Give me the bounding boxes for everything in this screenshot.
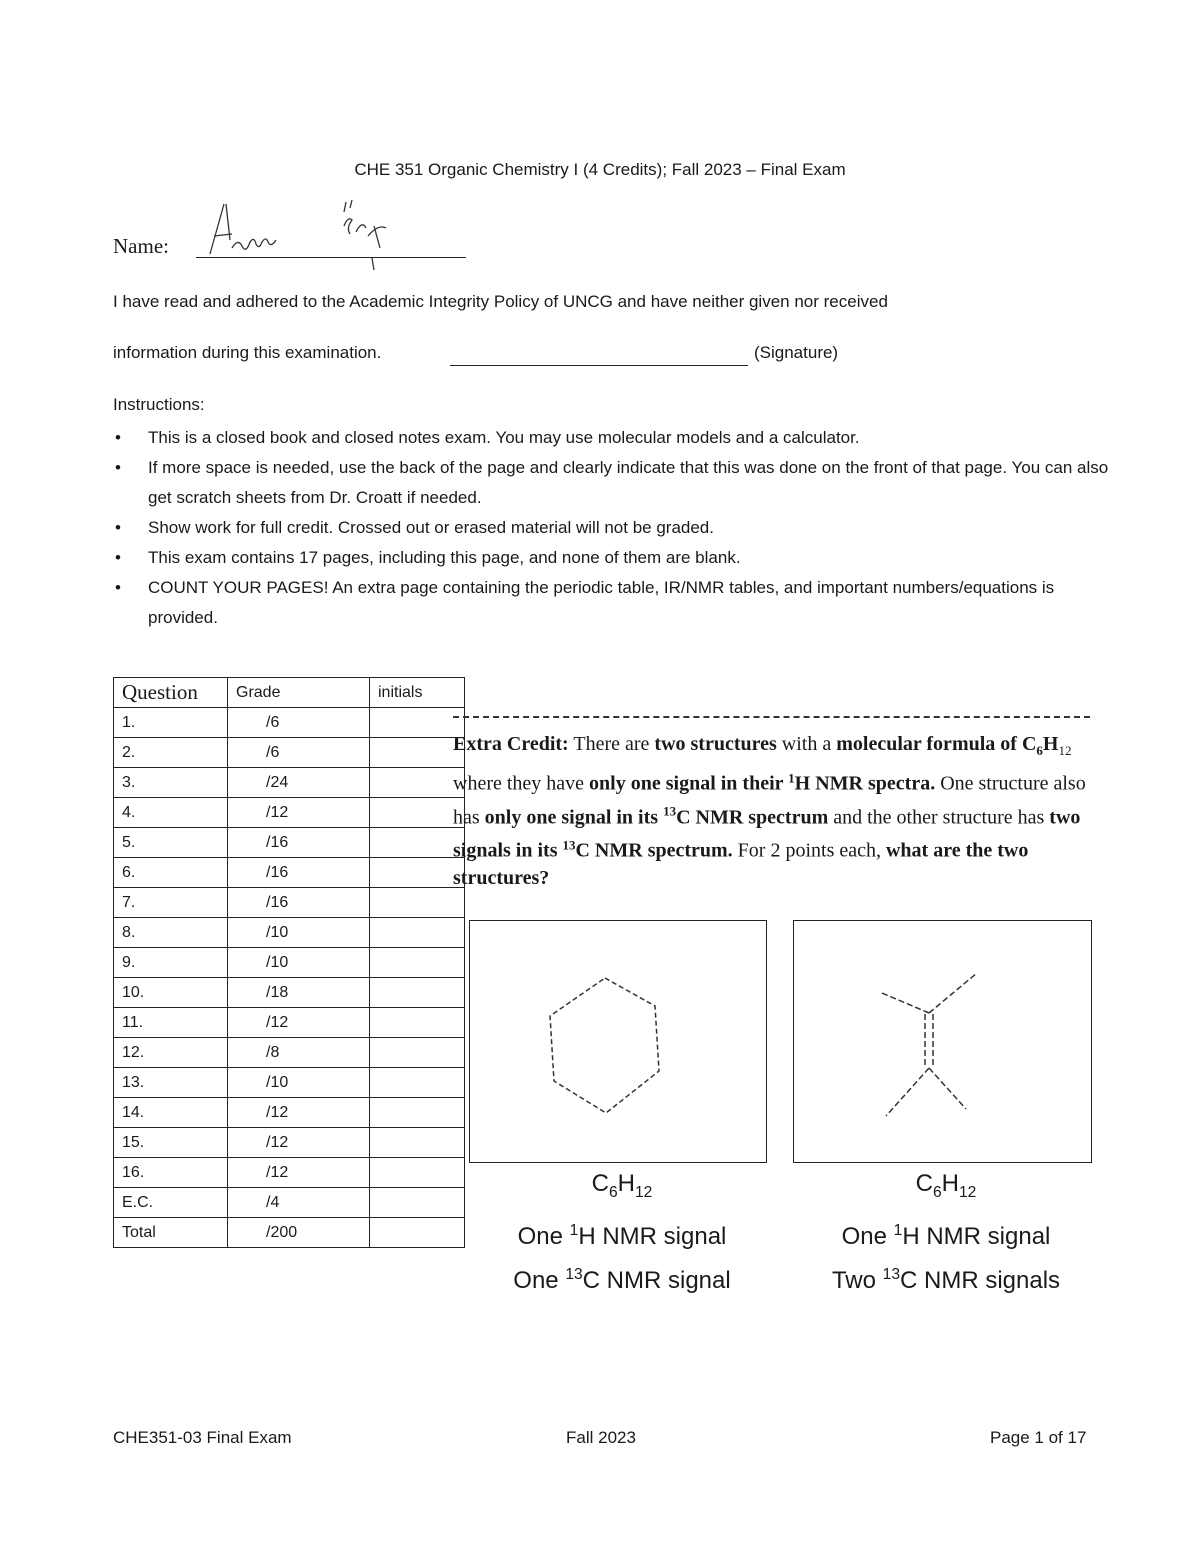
initials-cell[interactable]: [370, 918, 465, 948]
instruction-item: • Show work for full credit. Crossed out or erased material will not be graded.: [113, 513, 1123, 543]
answer-box-tetramethylethylene: [793, 920, 1092, 1163]
ec-bold: H NMR spectra.: [794, 772, 936, 795]
cyclohexane-structure: [470, 921, 766, 1162]
grade-cell: /10: [228, 918, 370, 948]
table-row: [114, 918, 465, 948]
carbon-nmr-count: [462, 1256, 782, 1300]
table-row: [114, 1008, 465, 1038]
instructions-list: [113, 423, 1123, 633]
footer-course: CHE351-03 Final Exam: [113, 1428, 292, 1447]
column-header-initials: initials: [370, 678, 465, 708]
integrity-pledge-line-1: I have read and adhered to the Academic Integrity Policy of UNCG and have neither given nor received: [113, 292, 888, 311]
ec-bold: what are the two structures?: [453, 839, 1029, 889]
table-row: [114, 888, 465, 918]
formula-subscript: 12: [635, 1183, 653, 1201]
column-header-question: Question: [114, 678, 228, 708]
formula-subscript: 6: [932, 1183, 942, 1201]
question-cell: 7.: [114, 888, 228, 918]
ec-text: where they have: [453, 772, 590, 795]
ec-text: For 2 points each,: [732, 839, 886, 862]
grade-cell: /4: [228, 1188, 370, 1218]
formula-part: H: [617, 1170, 635, 1197]
question-cell: 15.: [114, 1128, 228, 1158]
name-label: Name:: [113, 234, 169, 258]
grade-cell: /12: [228, 798, 370, 828]
extra-credit-label: Extra Credit:: [453, 733, 569, 755]
initials-cell[interactable]: [370, 1068, 465, 1098]
table-row: [114, 858, 465, 888]
signature-label: (Signature): [754, 343, 839, 362]
instruction-item: • If more space is needed, use the back of the page and clearly indicate that this was done on the front of that page. You can also get scratch sheets from Dr. Croatt if needed.: [113, 453, 1123, 513]
grade-cell: /18: [228, 978, 370, 1008]
grade-cell: /10: [228, 948, 370, 978]
signature-field-line[interactable]: [450, 365, 748, 366]
initials-cell[interactable]: [370, 1098, 465, 1128]
caption-text: H NMR signal: [578, 1222, 727, 1250]
question-cell: 6.: [114, 858, 228, 888]
question-cell: 9.: [114, 948, 228, 978]
grade-cell: /16: [228, 858, 370, 888]
table-row: [114, 1068, 465, 1098]
caption-superscript: 13: [565, 1265, 583, 1283]
question-cell: 2.: [114, 738, 228, 768]
caption-text: One: [841, 1222, 894, 1250]
initials-cell[interactable]: [370, 798, 465, 828]
table-row: [114, 1218, 465, 1248]
caption-superscript: 1: [569, 1221, 579, 1239]
grade-cell: /12: [228, 1098, 370, 1128]
formula-subscript: 12: [959, 1183, 977, 1201]
question-cell: E.C.: [114, 1188, 228, 1218]
initials-cell[interactable]: [370, 1188, 465, 1218]
molecular-formula: [786, 1165, 1106, 1212]
ec-text: and the other structure has: [828, 806, 1050, 829]
ec-bold: H: [1042, 733, 1059, 755]
caption-superscript: 1: [893, 1221, 903, 1239]
instruction-item: • This exam contains 17 pages, including this page, and none of them are blank.: [113, 543, 1123, 573]
answer-caption-2: [786, 1165, 1106, 1300]
ec-superscript: 13: [663, 803, 677, 819]
instruction-item: • This is a closed book and closed notes exam. You may use molecular models and a calculator.: [113, 423, 1123, 453]
grade-cell: /24: [228, 768, 370, 798]
question-cell: 4.: [114, 798, 228, 828]
formula-part: C: [915, 1170, 933, 1197]
ec-superscript: 1: [788, 770, 795, 785]
table-row: [114, 1098, 465, 1128]
molecular-formula: [462, 1165, 782, 1212]
answer-caption-1: [462, 1165, 782, 1300]
handwritten-name-signature: [196, 196, 466, 281]
formula-part: C: [591, 1170, 609, 1197]
ec-bold: only one signal in their: [589, 772, 789, 795]
dashed-divider: [453, 716, 1090, 718]
ec-bold: two structures: [654, 733, 777, 755]
initials-cell[interactable]: [370, 828, 465, 858]
grade-cell: /12: [228, 1158, 370, 1188]
grade-cell: /16: [228, 888, 370, 918]
initials-cell[interactable]: [370, 858, 465, 888]
answer-box-cyclohexane: [469, 920, 767, 1163]
ec-bold: molecular formula of C: [836, 733, 1037, 755]
grade-cell: /6: [228, 708, 370, 738]
initials-cell[interactable]: [370, 708, 465, 738]
initials-cell[interactable]: [370, 978, 465, 1008]
extra-credit-question: [453, 731, 1101, 892]
table-row: [114, 948, 465, 978]
initials-cell[interactable]: [370, 948, 465, 978]
table-row: [114, 978, 465, 1008]
formula-subscript: 6: [608, 1183, 618, 1201]
ec-bold: only one signal in its: [484, 806, 664, 829]
question-cell: 1.: [114, 708, 228, 738]
table-row: [114, 738, 465, 768]
grade-table: [113, 677, 465, 1248]
grade-cell: /10: [228, 1068, 370, 1098]
grade-table-header: [114, 678, 465, 708]
ec-subscript: 12: [1058, 743, 1072, 758]
ec-text: One structure also has: [453, 772, 1086, 829]
initials-cell[interactable]: [370, 768, 465, 798]
question-cell: 11.: [114, 1008, 228, 1038]
ec-bold: C NMR spectrum.: [575, 839, 733, 862]
initials-cell[interactable]: [370, 888, 465, 918]
instruction-item: • COUNT YOUR PAGES! An extra page containing the periodic table, IR/NMR tables, and important numbers/equations is provided.: [113, 573, 1123, 633]
proton-nmr-count: [786, 1212, 1106, 1256]
question-cell: 16.: [114, 1158, 228, 1188]
table-row: [114, 1038, 465, 1068]
ec-superscript: 13: [562, 837, 576, 853]
footer-term: Fall 2023: [566, 1428, 636, 1447]
footer-page-number: Page 1 of 17: [990, 1428, 1087, 1447]
initials-cell[interactable]: [370, 1158, 465, 1188]
question-cell: 13.: [114, 1068, 228, 1098]
caption-text: C NMR signal: [582, 1266, 731, 1294]
ec-bold: two signals in its: [453, 806, 1081, 862]
initials-cell[interactable]: [370, 1128, 465, 1158]
column-header-grade: Grade: [228, 678, 370, 708]
question-cell: 12.: [114, 1038, 228, 1068]
question-cell: 10.: [114, 978, 228, 1008]
ec-text: There are: [568, 733, 655, 755]
caption-text: One: [513, 1266, 566, 1294]
exam-title: CHE 351 Organic Chemistry I (4 Credits); Fall 2023 – Final Exam: [354, 160, 846, 179]
table-row: [114, 828, 465, 858]
table-row: [114, 1128, 465, 1158]
question-cell: 14.: [114, 1098, 228, 1128]
initials-cell[interactable]: [370, 1008, 465, 1038]
carbon-nmr-count: [786, 1256, 1106, 1300]
initials-cell[interactable]: [370, 1038, 465, 1068]
question-cell: 8.: [114, 918, 228, 948]
grade-cell: /200: [228, 1218, 370, 1248]
formula-part: H: [941, 1170, 959, 1197]
question-cell: 3.: [114, 768, 228, 798]
integrity-pledge-line-2: information during this examination.: [113, 343, 382, 362]
grade-cell: /6: [228, 738, 370, 768]
caption-superscript: 13: [882, 1265, 900, 1283]
question-cell: 5.: [114, 828, 228, 858]
ec-text: with a: [776, 733, 837, 755]
proton-nmr-count: [462, 1212, 782, 1256]
caption-text: H NMR signal: [902, 1222, 1051, 1250]
table-row: [114, 768, 465, 798]
grade-cell: /12: [228, 1008, 370, 1038]
instructions-heading: Instructions:: [113, 395, 205, 414]
caption-text: C NMR signals: [900, 1266, 1061, 1294]
ec-bold: C NMR spectrum: [676, 806, 829, 829]
table-row: [114, 1188, 465, 1218]
question-cell: Total: [114, 1218, 228, 1248]
grade-cell: /8: [228, 1038, 370, 1068]
caption-text: Two: [831, 1266, 883, 1294]
initials-cell[interactable]: [370, 738, 465, 768]
grade-cell: /12: [228, 1128, 370, 1158]
ec-subscript: 6: [1036, 743, 1043, 758]
initials-cell[interactable]: [370, 1218, 465, 1248]
dimethylbutene-structure: [794, 921, 1091, 1162]
grade-cell: /16: [228, 828, 370, 858]
caption-text: One: [517, 1222, 570, 1250]
table-row: [114, 1158, 465, 1188]
table-row: [114, 798, 465, 828]
table-row: [114, 708, 465, 738]
